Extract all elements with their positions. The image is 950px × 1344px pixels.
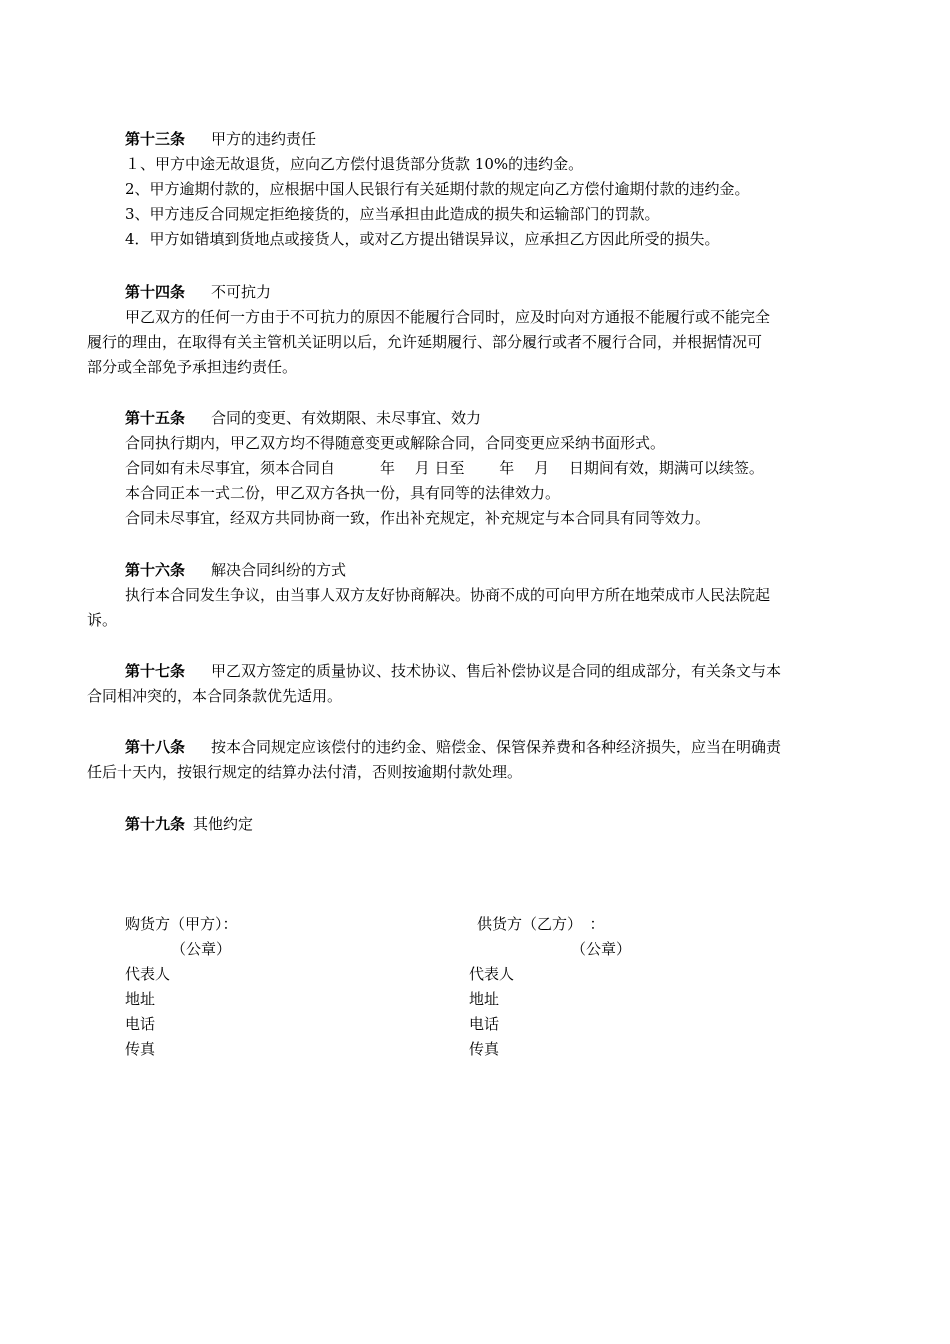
article-number: 第十五条: [125, 409, 186, 427]
article-14-line-1: 甲乙双方的任何一方由于不可抗力的原因不能履行合同时，应及时向对方通报不能履行或不能完全: [125, 308, 771, 326]
article-18-line-1: [125, 735, 781, 760]
article-19-heading: [125, 812, 253, 837]
article-title: 解决合同纠纷的方式: [211, 561, 347, 579]
article-14-heading: [125, 280, 271, 305]
article-13-heading: [125, 127, 316, 152]
supplier-fax: 传真: [469, 1040, 500, 1058]
supplier-phone: 电话: [469, 1015, 500, 1033]
supplier-title: 供货方（乙方） ：: [477, 915, 605, 933]
supplier-representative: 代表人: [469, 965, 515, 983]
article-text: 按本合同规定应该偿付的违约金、赔偿金、保管保养费和各种经济损失，应当在明确责: [211, 738, 782, 756]
article-16-line-1: 执行本合同发生争议，由当事人双方友好协商解决。协商不成的可向甲方所在地荣成市人民法院起: [125, 586, 771, 604]
supplier-address: 地址: [469, 990, 500, 1008]
article-17-line-2: 合同相冲突的，本合同条款优先适用。: [87, 687, 343, 705]
article-number: 第十八条: [125, 738, 186, 756]
article-18-line-2: 任后十天内，按银行规定的结算办法付清，否则按逾期付款处理。: [87, 763, 523, 781]
article-13-item-2: 2、甲方逾期付款的，应根据中国人民银行有关延期付款的规定向乙方偿付逾期付款的违约金。: [125, 180, 750, 198]
article-14-line-2: 履行的理由，在取得有关主管机关证明以后，允许延期履行、部分履行或者不履行合同，并根据情况可: [87, 333, 763, 351]
article-15-line-4: 合同未尽事宜，经双方共同协商一致，作出补充规定，补充规定与本合同具有同等效力。: [125, 509, 711, 527]
article-text: 甲乙双方签定的质量协议、技术协议、售后补偿协议是合同的组成部分，有关条文与本: [211, 662, 782, 680]
article-14-line-3: 部分或全部免予承担违约责任。: [87, 358, 298, 376]
article-number: 第十六条: [125, 561, 186, 579]
article-13-item-3: 3、甲方违反合同规定拒绝接货的，应当承担由此造成的损失和运输部门的罚款。: [125, 205, 660, 223]
article-title: 其他约定: [193, 815, 254, 833]
buyer-title: 购货方（甲方）：: [125, 915, 238, 933]
buyer-phone: 电话: [125, 1015, 156, 1033]
buyer-fax: 传真: [125, 1040, 156, 1058]
article-16-line-2: 诉。: [87, 611, 118, 629]
article-15-heading: [125, 406, 481, 431]
supplier-seal: （公章）: [571, 940, 632, 958]
article-title: 甲方的违约责任: [211, 130, 317, 148]
article-15-line-3: 本合同正本一式二份，甲乙双方各执一份，具有同等的法律效力。: [125, 484, 561, 502]
article-16-heading: [125, 558, 346, 583]
article-15-line-1: 合同执行期内，甲乙双方均不得随意变更或解除合同，合同变更应采纳书面形式。: [125, 434, 666, 452]
article-13-item-1: １、甲方中途无故退货，应向乙方偿付退货部分货款 10%的违约金。: [125, 155, 584, 173]
article-17-line-1: [125, 659, 781, 684]
article-title: 不可抗力: [211, 283, 272, 301]
article-number: 第十三条: [125, 130, 186, 148]
buyer-representative: 代表人: [125, 965, 171, 983]
article-number: 第十七条: [125, 662, 186, 680]
article-number: 第十四条: [125, 283, 186, 301]
article-15-line-2: 合同如有未尽事宜，须本合同自 年 月 日至 年 月 日期间有效，期满可以续签。: [125, 459, 764, 477]
buyer-seal: （公章）: [171, 940, 232, 958]
article-13-item-4: 4．甲方如错填到货地点或接货人，或对乙方提出错误异议，应承担乙方因此所受的损失。: [125, 230, 720, 248]
article-number: 第十九条: [125, 815, 186, 833]
article-title: 合同的变更、有效期限、未尽事宜、效力: [211, 409, 482, 427]
buyer-address: 地址: [125, 990, 156, 1008]
